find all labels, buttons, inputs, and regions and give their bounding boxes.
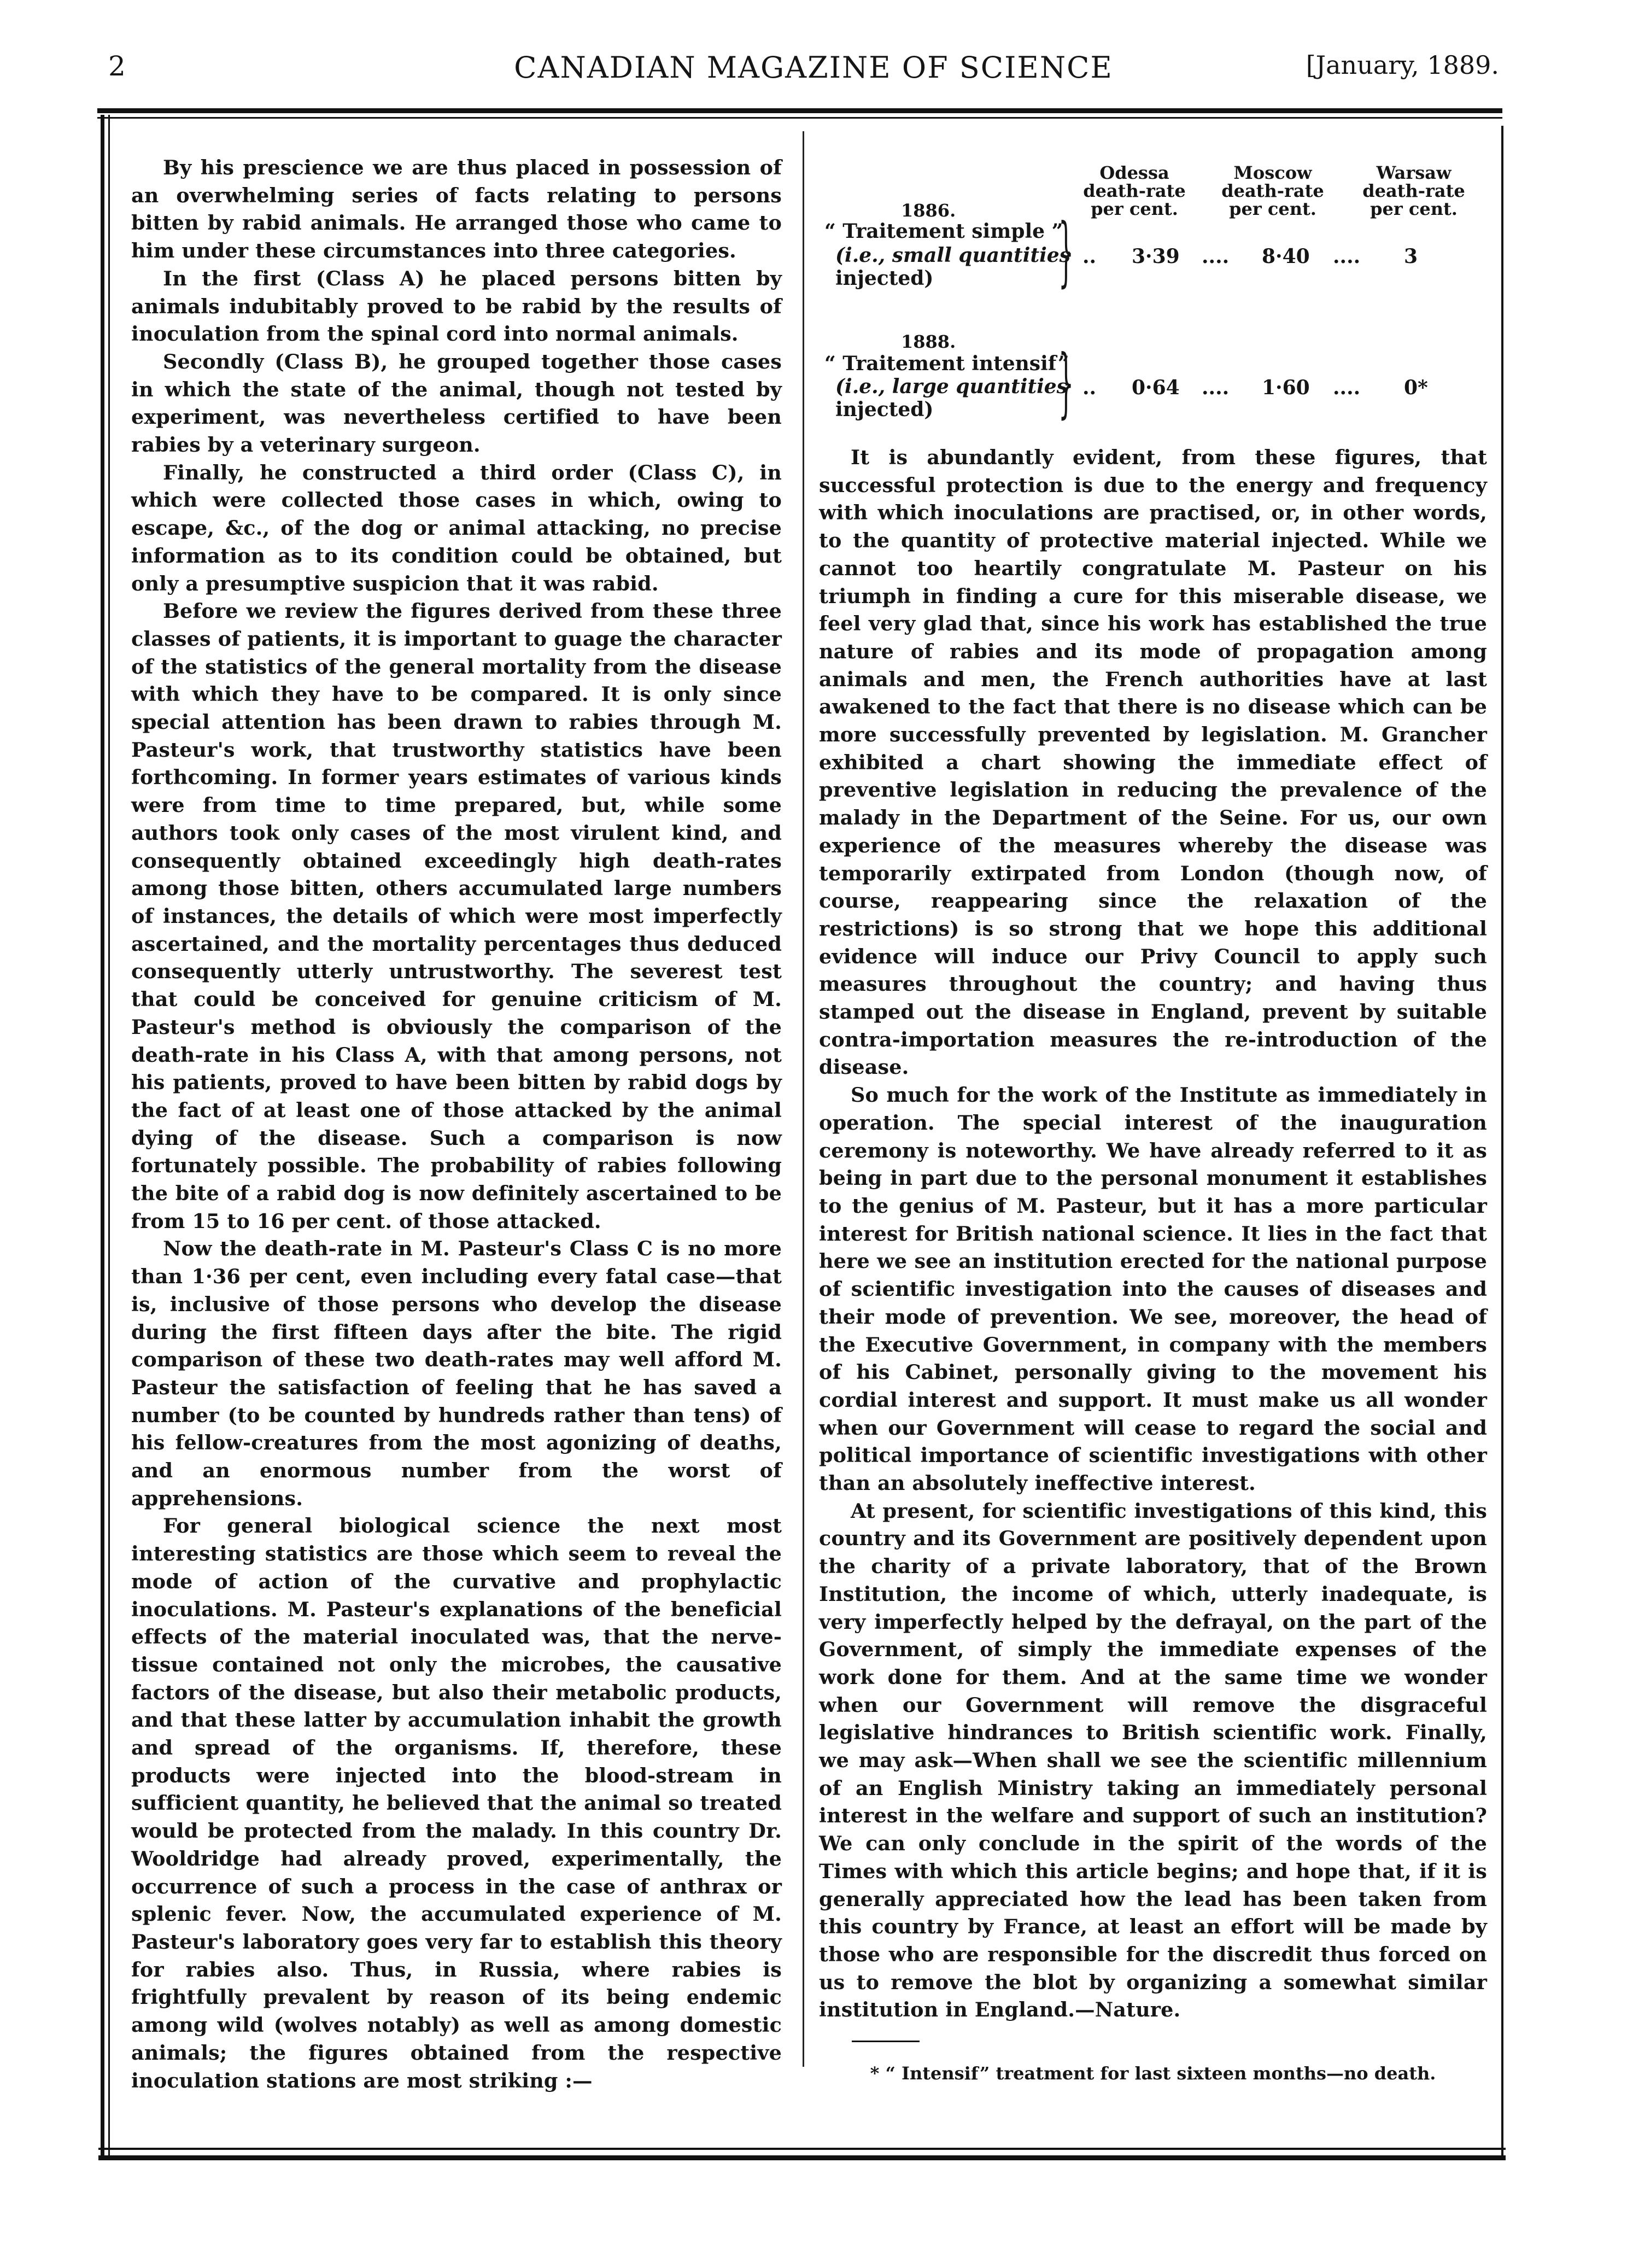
leader-dots: ..: [1082, 245, 1097, 268]
row-label-detail: injected): [835, 267, 934, 290]
row-label-detail: (i.e., large quantities: [835, 375, 1068, 398]
leader-dots: ....: [1202, 245, 1230, 268]
row-year: 1886.: [901, 200, 956, 221]
right-column: [819, 154, 1487, 2084]
paragraph: Before we review the figures derived from these three classes of patients, it is important to guage the character of the statistics of the general mortality from the disease with which they have to be compared. It is only since special attention has been drawn to rabies through M. Pasteur's work, that trustworthy statistics have been forthcoming. In former years estimates of various kinds were from time to time prepared, but, while some authors took only cases of the most virulent kind, and consequently obtained exceedingly high death-rates among those bitten, others accumulated large numbers of instances, the details of which were most imperfectly ascertained, and the mortality percentages thus deduced consequently utterly untrustworthy. The severest test that could be conceived for genuine criticism of M. Pasteur's method is obviously the comparison of the death-rate in his Class A, with that among persons, not his patients, proved to have been bitten by rabid dogs by the fact of at least one of those attacked by the animal dying of the disease. Such a comparison is now fortunately possible. The probability of rabies following the bite of a rabid dog is now definitely ascertained to be from 15 to 16 per cent. of those attacked.: [131, 599, 782, 1233]
left-column: [131, 154, 782, 2095]
column-header-warsaw: Warsaw death-rate per cent.: [1362, 162, 1465, 219]
row-brace: }: [1058, 207, 1074, 295]
value-cell: 8·40: [1262, 245, 1310, 268]
top-rule: [97, 108, 1502, 113]
left-rule: [101, 115, 104, 2157]
paragraph: So much for the work of the Institute as immediately in operation. The special interest of the inauguration ceremony is noteworthy. We have already referred to it as being in part due to the personal monument it establishes to the genius of M. Pasteur, but it has a more particular interest for British national science. It lies in the fact that here we see an institution erected for the national purpose of scientific investigation into the causes of diseases and their mode of prevention. We see, moreover, the head of the Executive Government, in company with the members of his Cabinet, personally giving to the movement his cordial interest and support. It must make us all wonder when our Government will cease to regard the social and political importance of scientific investigations with other than an absolutely ineffective interest.: [819, 1083, 1487, 1495]
value-cell: 0·64: [1132, 376, 1180, 399]
footnote: * “ Intensif” treatment for last sixteen months—no death.: [870, 2063, 1436, 2084]
page-header: [0, 50, 1627, 94]
leader-dots: ..: [1082, 376, 1097, 399]
row-brace: }: [1058, 338, 1074, 426]
leader-dots: ....: [1333, 376, 1361, 399]
value-cell: 0*: [1404, 376, 1428, 399]
footnote-rule: [852, 2041, 920, 2042]
value-cell: 3: [1404, 245, 1418, 268]
paragraph: In the first (Class A) he placed persons bitten by animals indubitably proved to be rabid by the results of inoculation from the spinal cord into normal animals.: [131, 266, 782, 346]
value-cell: 1·60: [1262, 376, 1310, 399]
value-cell: 3·39: [1132, 245, 1180, 268]
paragraph: Now the death-rate in M. Pasteur's Class C is no more than 1·36 per cent, even including every fatal case—that is, inclusive of those persons who develop the disease during the first fifteen days after the bite. The rigid comparison of these two death-rates may well afford M. Pasteur the satisfaction of feeling that he has saved a number (to be counted by hundreds rather than tens) of his fellow-creatures from the most agonizing of deaths, and an enormous number from the worst of apprehensions.: [131, 1237, 782, 1510]
bottom-rule: [98, 2155, 1506, 2160]
column-header-odessa: Odessa death-rate per cent.: [1083, 162, 1186, 219]
top-rule-thin: [97, 117, 1502, 119]
magazine-title: CANADIAN MAGAZINE OF SCIENCE: [514, 50, 1113, 85]
bottom-rule-thin: [98, 2148, 1506, 2150]
paragraph: By his prescience we are thus placed in possession of an overwhelming series of facts relating to persons bitten by rabid animals. He arranged those who came to him under these circumstances into three categories.: [131, 156, 782, 263]
paragraph: For general biological science the next most interesting statistics are those which seem to reveal the mode of action of the curvative and prophylactic inoculations. M. Pasteur's explanations of the beneficial effects of the material inoculated was, that the nerve-tissue contained not only the microbes, the causative factors of the disease, but also their metabolic products, and that these latter by accumulation inhabit the growth and spread of the organisms. If, therefore, these products were injected into the blood-stream in sufficient quantity, he believed that the animal so treated would be protected from the malady. In this country Dr. Wooldridge had already proved, experimentally, the occurrence of such a process in the case of anthrax or splenic fever. Now, the accumulated experience of M. Pasteur's laboratory goes very far to establish this theory for rabies also. Thus, in Russia, where rabies is frightfully prevalent by reason of its being endemic among wild (wolves notably) as well as among domestic animals; the figures obtained from the respective inoculation stations are most striking :—: [131, 1514, 782, 2092]
left-rule-thin: [108, 115, 110, 2157]
paragraph: It is abundantly evident, from these figures, that successful protection is due to the energy and frequency with which inoculations are practised, or, in other words, to the quantity of protective material injected. While we cannot too heartily congratulate M. Pasteur on his triumph in finding a cure for this miserable disease, we feel very glad that, since his work has established the true nature of rabies and its mode of propagation among animals and men, the French authorities have at last awakened to the fact that there is no disease which can be more successfully prevented by legislation. M. Grancher exhibited a chart showing the immediate effect of preventive legislation in reducing the prevalence of the malady in the Department of the Seine. For us, our own experience of the measures whereby the disease was temporarily extirpated from London (though now, of course, reappearing since the relaxation of the restrictions) is so strong that we hope this additional evidence will induce our Privy Council to apply such measures throughout the country; and having thus stamped out the disease in England, prevent by suitable contra-importation measures the re-introduction of the disease.: [819, 446, 1487, 1079]
row-label: “ Traitement simple ”: [824, 220, 1063, 243]
leader-dots: ....: [1333, 245, 1361, 268]
paragraph: Finally, he constructed a third order (Class C), in which were collected those cases in which, owing to escape, &c., of the dog or animal attacking, no precise information as to its condition could be obtained, but only a presumptive suspicion that it was rabid.: [131, 460, 782, 595]
row-label-detail: injected): [835, 398, 934, 421]
row-label-detail: (i.e., small quantities: [835, 244, 1070, 267]
column-header-moscow: Moscow death-rate per cent.: [1221, 162, 1324, 219]
row-year: 1888.: [901, 331, 956, 352]
paragraph: At present, for scientific investigations of this kind, this country and its Government are positively dependent upon the charity of a private laboratory, that of the Brown Institution, the income of which, utterly inadequate, is very imperfectly helped by the defrayal, on the part of the Government, of simply the immediate expenses of the work done for them. And at the same time we wonder when our Government will remove the disgraceful legislative hindrances to British scientific work. Finally, we may ask—When shall we see the scientific millennium of an English Ministry taking an immediately personal interest in the welfare and support of such an institution? We can only conclude in the spirit of the words of the Times with which this article begins; and hope that, if it is generally appreciated how the lead has been taken from this country by France, at least an effort will be made by those who are responsible for the discredit thus forced on us to remove the blot by organizing a somewhat similar institution in England.—Nature.: [819, 1499, 1487, 2022]
right-rule: [1501, 126, 1503, 2155]
issue-date: [January, 1889.: [1306, 50, 1499, 80]
paragraph: Secondly (Class B), he grouped together those cases in which the state of the animal, though not tested by experiment, was nevertheless certified to have been rabies by a veterinary surgeon.: [131, 349, 782, 457]
leader-dots: ....: [1202, 376, 1230, 399]
page-number: 2: [108, 50, 126, 82]
column-divider: [803, 131, 804, 2067]
row-label: “ Traitement intensif”: [824, 352, 1069, 375]
death-rate-table: [819, 154, 1487, 444]
